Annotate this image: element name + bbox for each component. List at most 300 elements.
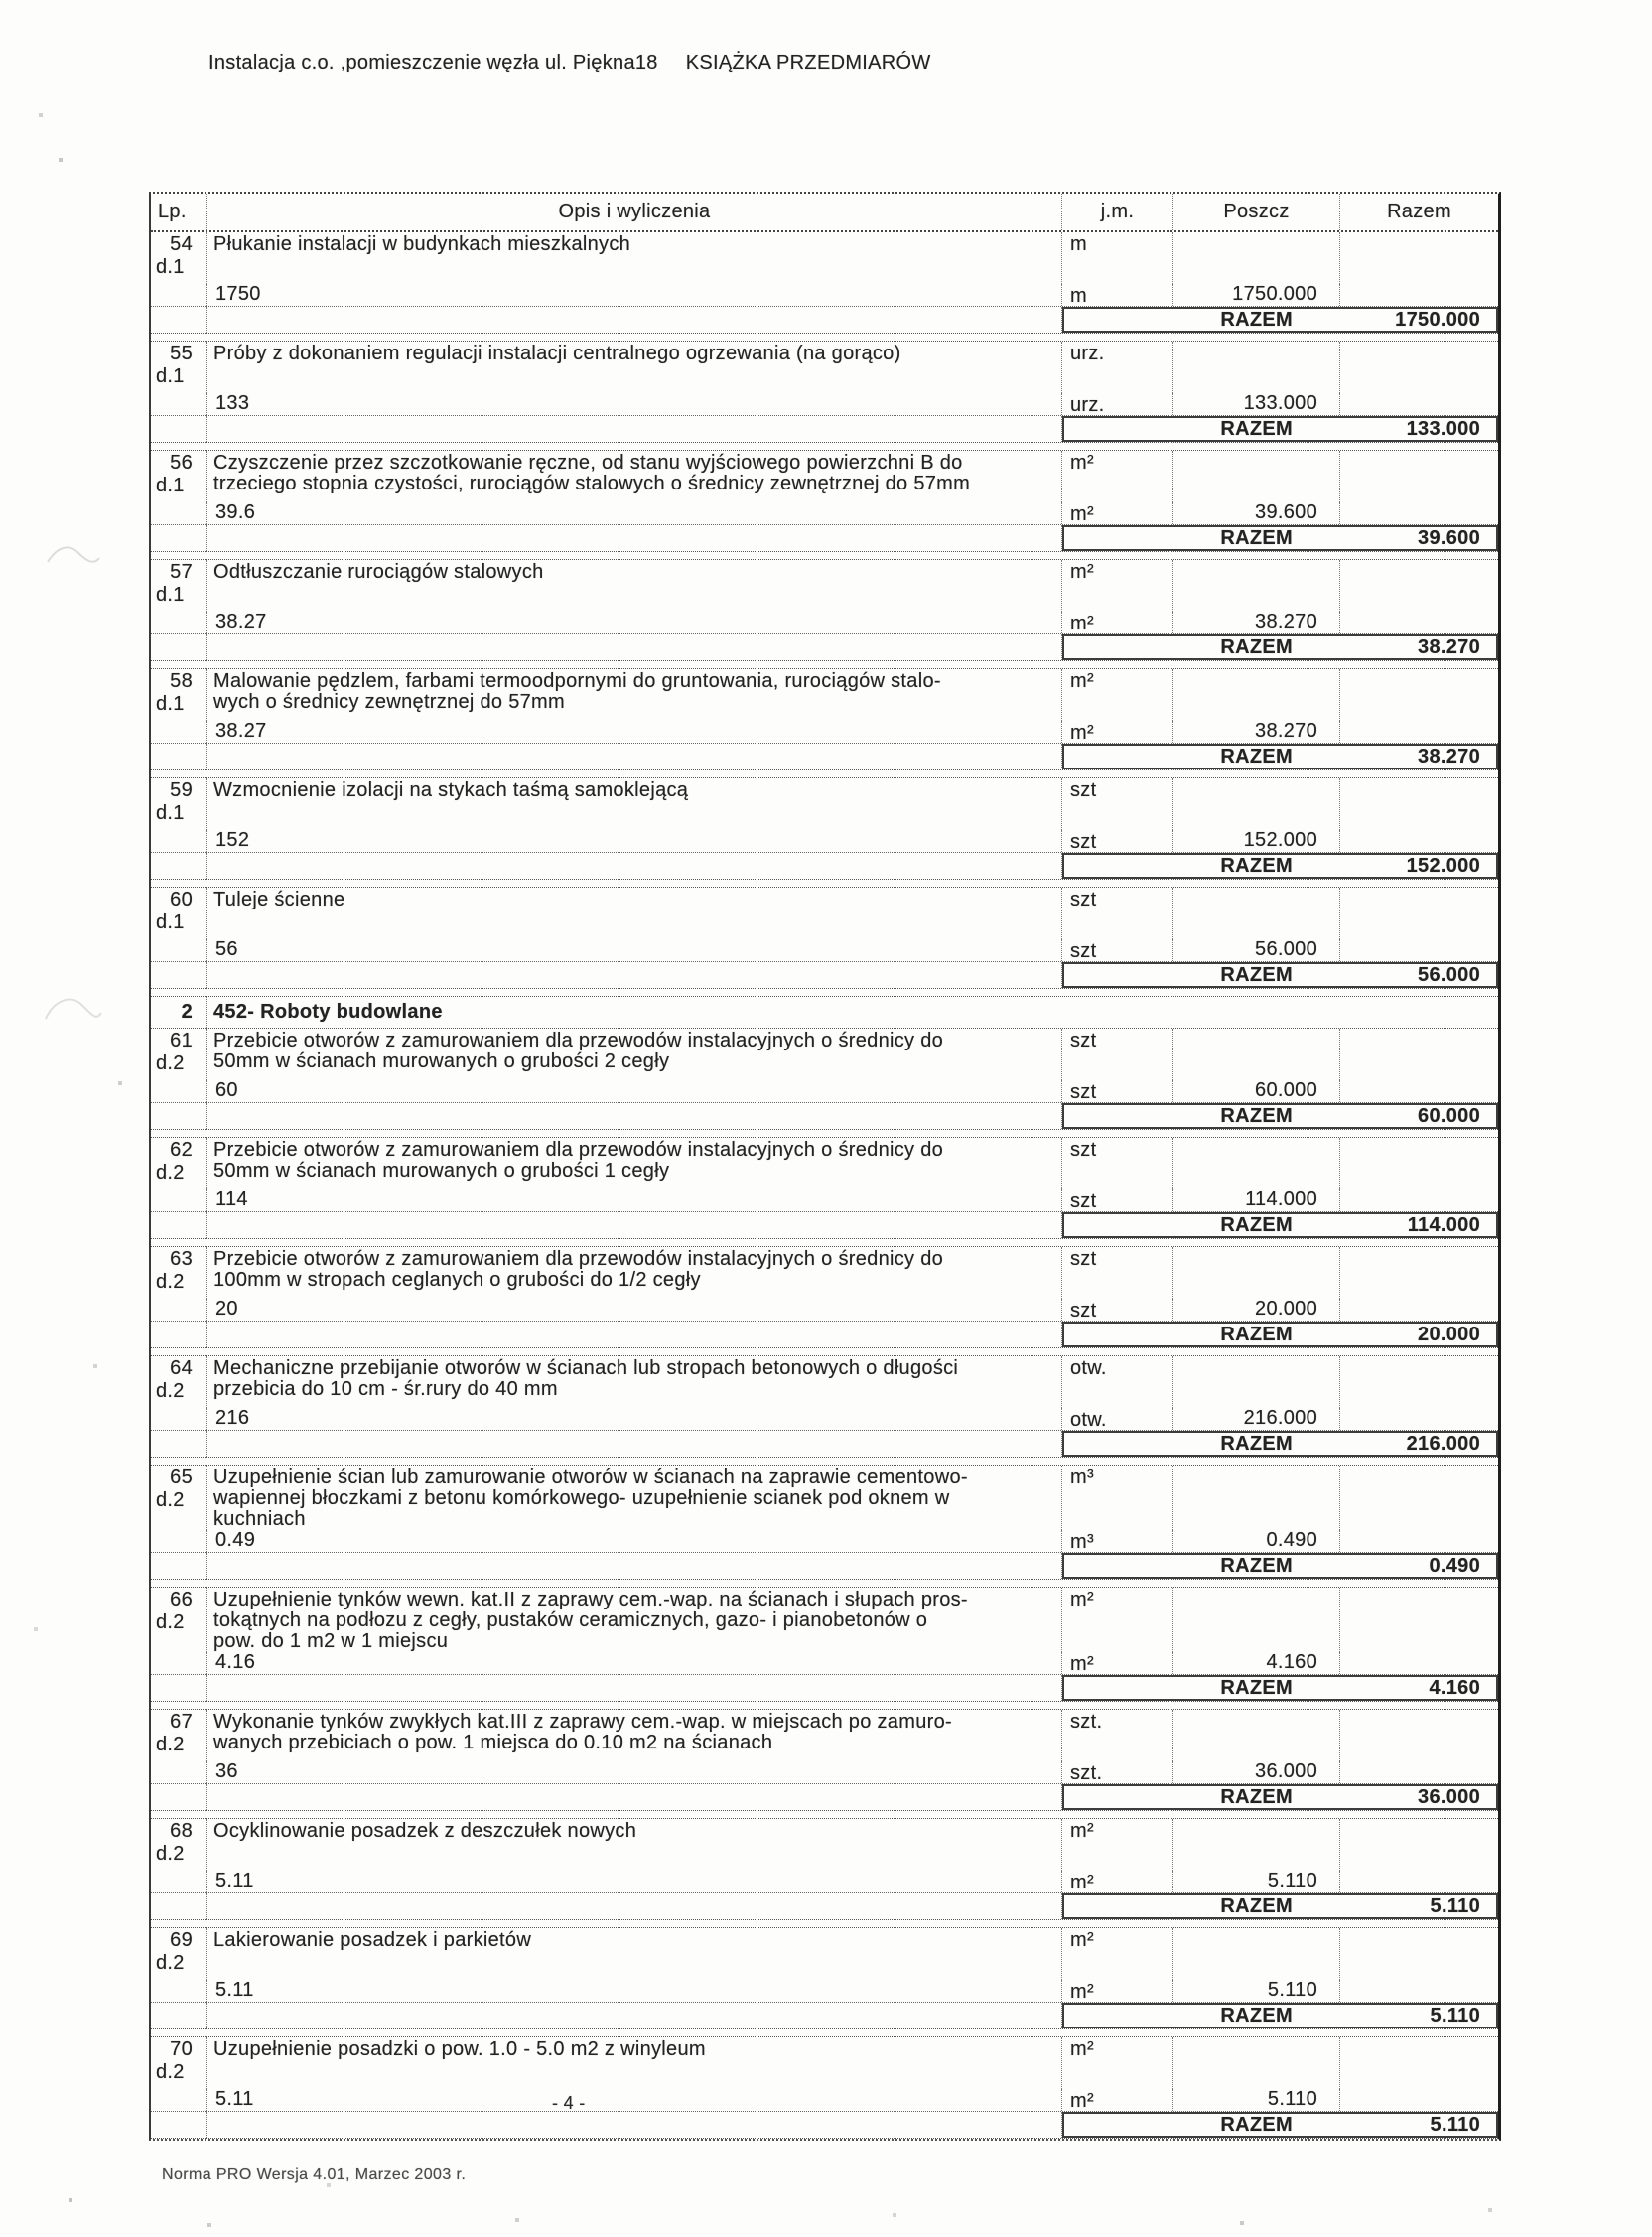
item-quantity: 152 [207,830,1062,852]
razem-box [1062,1103,1498,1129]
item-number: 67 [170,1711,193,1733]
item-lp-spacer [151,612,207,633]
item-description-line: Płukanie instalacji w budynkach mieszkalnych [213,233,631,255]
table-row [151,341,1498,443]
item-number: 60 [170,889,193,910]
razem-value: 56.000 [1418,963,1480,986]
item-unit: m³ [1070,1467,1094,1488]
item-number: 61 [170,1030,193,1051]
section-number: 2 [151,997,207,1028]
item-lp-cell [151,560,207,612]
item-quantity-row [151,1980,1498,2002]
razem-label: RAZEM [1220,308,1293,331]
item-quantity-row [151,1080,1498,1102]
item-razem-spacer [1340,939,1498,961]
table-row [151,232,1498,334]
item-description-line: wych o średnicy zewnętrznej do 57mm [213,691,565,713]
razem-value: 5.110 [1430,2004,1480,2027]
item-total-row [151,306,1498,333]
razem-label: RAZEM [1220,1785,1293,1808]
item-unit: m² [1070,1929,1094,1951]
item-section-ref: d.2 [156,1271,185,1293]
item-poszcz-value: 56.000 [1173,939,1340,961]
razem-label: RAZEM [1220,745,1293,768]
table-row [151,777,1498,880]
item-description-line: wapiennej błoczkami z betonu komórkowego- uzupełnienie scianek pod oknem w [213,1487,950,1509]
item-total-row [151,415,1498,442]
razem-value: 216.000 [1406,1432,1480,1455]
item-description-row [151,1928,1498,1980]
item-total-row [151,852,1498,879]
item-poszcz-cell-empty [1173,669,1340,721]
item-total-row [151,1102,1498,1129]
razem-label: RAZEM [1220,854,1293,877]
razem-label: RAZEM [1220,963,1293,986]
item-lp-cell [151,1819,207,1871]
item-unit-repeat: szt [1070,940,1097,962]
item-razem-cell-empty [1340,888,1498,939]
item-unit: szt [1070,779,1097,801]
item-lp-cell [151,232,207,284]
item-description-line: 50mm w ścianach murowanych o grubości 2 cegły [213,1050,670,1072]
item-poszcz-value: 38.270 [1173,721,1340,743]
total-lp-spacer [151,1553,207,1579]
item-poszcz-cell-empty [1173,1356,1340,1408]
item-section-ref: d.2 [156,1052,185,1074]
item-description-row [151,232,1498,284]
item-lp-cell [151,342,207,393]
total-lp-spacer [151,853,207,879]
item-lp-cell [151,1138,207,1189]
razem-value: 1750.000 [1395,308,1480,331]
total-opis-spacer [207,525,1062,551]
item-quantity-row [151,721,1498,743]
razem-value: 38.270 [1418,635,1480,658]
table-row [151,1818,1498,1920]
item-quantity-row [151,612,1498,633]
item-section-ref: d.1 [156,256,185,278]
item-unit: m² [1070,1820,1094,1842]
item-total-row [151,1321,1498,1347]
total-opis-spacer [207,1553,1062,1579]
total-opis-spacer [207,744,1062,769]
table-row [151,1709,1498,1811]
item-quantity-row [151,1652,1498,1674]
item-poszcz-value: 152.000 [1173,830,1340,852]
item-lp-spacer [151,1189,207,1211]
item-razem-cell-empty [1340,232,1498,284]
table-row [151,1137,1498,1239]
item-poszcz-cell-empty [1173,451,1340,502]
item-description-row [151,1356,1498,1408]
item-description-line: przebicia do 10 cm - śr.rury do 40 mm [213,1378,558,1400]
item-unit-repeat: m² [1070,613,1094,634]
item-lp-cell [151,669,207,721]
item-unit-repeat: m² [1070,722,1094,744]
razem-label: RAZEM [1220,1323,1293,1345]
razem-box [1062,1322,1498,1347]
razem-box [1062,525,1498,551]
item-description-row [151,1466,1498,1530]
item-lp-cell [151,1356,207,1408]
item-description [207,2037,1062,2089]
item-quantity: 5.11 [207,1980,1062,2002]
item-quantity-row [151,939,1498,961]
item-number: 68 [170,1820,193,1842]
item-quantity: 0.49 [207,1530,1062,1552]
item-description-row [151,1819,1498,1871]
item-description-line: Uzupełnienie tynków wewn. kat.II z zaprawy cem.-wap. na ścianach i słupach pros- [213,1589,968,1610]
item-unit-repeat: urz. [1070,394,1105,416]
item-description-row [151,560,1498,612]
item-lp-spacer [151,830,207,852]
item-razem-spacer [1340,1299,1498,1321]
razem-label: RAZEM [1220,2004,1293,2027]
item-description-row [151,1138,1498,1189]
total-lp-spacer [151,1431,207,1457]
total-opis-spacer [207,962,1062,988]
item-lp-cell [151,1588,207,1652]
total-opis-spacer [207,1212,1062,1238]
item-description [207,669,1062,721]
total-opis-spacer [207,307,1062,333]
item-poszcz-value: 39.600 [1173,502,1340,524]
item-lp-spacer [151,1299,207,1321]
razem-label: RAZEM [1220,1676,1293,1699]
item-quantity: 5.11 [207,1871,1062,1892]
item-description-row [151,1247,1498,1299]
item-description-row [151,342,1498,393]
item-description [207,1247,1062,1299]
item-razem-spacer [1340,1080,1498,1102]
item-lp-cell [151,451,207,502]
item-quantity-row [151,1189,1498,1211]
item-number: 56 [170,452,193,474]
item-description-line: Przebicie otworów z zamurowaniem dla przewodów instalacyjnych o średnicy do [213,1030,944,1051]
item-razem-cell-empty [1340,1029,1498,1080]
razem-box [1062,1431,1498,1457]
razem-box [1062,744,1498,769]
item-section-ref: d.2 [156,1734,185,1755]
item-description [207,1819,1062,1871]
total-opis-spacer [207,1322,1062,1347]
item-unit-repeat: szt [1070,831,1097,853]
razem-value: 133.000 [1406,417,1480,440]
item-razem-cell-empty [1340,1247,1498,1299]
item-description-line: trzeciego stopnia czystości, rurociągów stalowych o średnicy zewnętrznej do 57mm [213,473,971,494]
total-lp-spacer [151,1212,207,1238]
item-description [207,1356,1062,1408]
razem-box [1062,1553,1498,1579]
item-section-ref: d.1 [156,584,185,606]
item-lp-spacer [151,1530,207,1552]
table-row [151,1355,1498,1458]
item-total-row [151,524,1498,551]
item-description-row [151,1588,1498,1652]
item-section-ref: d.2 [156,1380,185,1402]
razem-value: 20.000 [1418,1323,1480,1345]
razem-value: 5.110 [1430,1894,1480,1917]
item-description [207,1928,1062,1980]
item-poszcz-cell-empty [1173,1710,1340,1761]
razem-value: 0.490 [1429,1554,1480,1577]
item-unit: szt [1070,889,1097,910]
razem-value: 114.000 [1407,1213,1480,1236]
item-razem-spacer [1340,502,1498,524]
item-poszcz-value: 5.110 [1173,1871,1340,1892]
item-section-ref: d.1 [156,911,185,933]
item-unit-repeat: m [1070,285,1087,307]
item-unit-repeat: m² [1070,1981,1094,2003]
item-quantity-row [151,393,1498,415]
item-total-row [151,1674,1498,1701]
item-total-row [151,1892,1498,1919]
section-row-inner [151,997,1498,1028]
item-description-line: Wykonanie tynków zwykłych kat.III z zaprawy cem.-wap. w miejscach po zamuro- [213,1711,952,1733]
item-unit: m² [1070,561,1094,583]
total-lp-spacer [151,525,207,551]
total-opis-spacer [207,1784,1062,1810]
razem-value: 39.600 [1418,526,1480,549]
item-description-row [151,1029,1498,1080]
item-unit: m² [1070,2038,1094,2060]
item-razem-spacer [1340,830,1498,852]
item-razem-cell-empty [1340,1588,1498,1652]
item-lp-spacer [151,1980,207,2002]
item-unit-repeat: szt [1070,1300,1097,1322]
item-description-line: Mechaniczne przebijanie otworów w ścianach lub stropach betonowych o długości [213,1357,959,1379]
item-lp-cell [151,1710,207,1761]
razem-label: RAZEM [1220,1104,1293,1127]
item-description-line: Czyszczenie przez szczotkowanie ręczne, od stanu wyjściowego powierzchni B do [213,452,963,474]
total-opis-spacer [207,1893,1062,1919]
table-header-row [151,194,1498,232]
item-lp-spacer [151,1652,207,1674]
item-razem-spacer [1340,2089,1498,2111]
item-section-ref: d.2 [156,1162,185,1184]
item-unit: m² [1070,670,1094,692]
razem-label: RAZEM [1220,1894,1293,1917]
item-quantity-row [151,284,1498,306]
footer-note: Norma PRO Wersja 4.01, Marzec 2003 r. [162,2167,467,2183]
item-poszcz-cell-empty [1173,1138,1340,1189]
item-razem-cell-empty [1340,342,1498,393]
item-unit: urz. [1070,343,1105,364]
item-lp-spacer [151,502,207,524]
razem-box [1062,853,1498,879]
item-quantity-row [151,1530,1498,1552]
item-description-line: Ocyklinowanie posadzek z deszczułek nowych [213,1820,637,1842]
item-razem-cell-empty [1340,560,1498,612]
column-header-jm: j.m. [1062,194,1173,230]
item-razem-spacer [1340,1189,1498,1211]
item-poszcz-cell-empty [1173,232,1340,284]
item-total-row [151,1211,1498,1238]
item-section-ref: d.2 [156,1843,185,1865]
item-lp-spacer [151,939,207,961]
item-description [207,1029,1062,1080]
razem-value: 36.000 [1418,1785,1480,1808]
total-opis-spacer [207,2003,1062,2028]
item-poszcz-cell-empty [1173,778,1340,830]
item-description [207,232,1062,284]
item-number: 69 [170,1929,193,1951]
item-unit-repeat: m³ [1070,1531,1094,1553]
razem-box [1062,634,1498,660]
item-quantity-row [151,1871,1498,1892]
table-row [151,887,1498,989]
item-unit-repeat: m² [1070,1872,1094,1893]
item-section-ref: d.1 [156,802,185,824]
item-lp-spacer [151,284,207,306]
scan-artifact-squiggle [44,536,103,576]
item-description-line: Przebicie otworów z zamurowaniem dla przewodów instalacyjnych o średnicy do [213,1139,944,1161]
item-unit: szt [1070,1248,1097,1270]
item-total-row [151,2111,1498,2138]
document-header [208,52,931,74]
item-razem-cell-empty [1340,1356,1498,1408]
item-number: 55 [170,343,193,364]
razem-box [1062,307,1498,333]
total-opis-spacer [207,634,1062,660]
total-lp-spacer [151,2003,207,2028]
item-poszcz-cell-empty [1173,1819,1340,1871]
item-description [207,1466,1062,1530]
item-total-row [151,743,1498,769]
item-poszcz-value: 38.270 [1173,612,1340,633]
item-description [207,778,1062,830]
item-description-line: wanych przebiciach o pow. 1 miejsca do 0.10 m2 na ścianach [213,1732,773,1753]
razem-box [1062,2003,1498,2028]
item-number: 58 [170,670,193,692]
item-description-row [151,669,1498,721]
item-unit: m² [1070,452,1094,474]
item-quantity-row [151,830,1498,852]
table-row [151,668,1498,770]
item-quantity: 5.11 [207,2089,1062,2111]
item-quantity-row [151,1299,1498,1321]
item-description-line: Próby z dokonaniem regulacji instalacji centralnego ogrzewania (na gorąco) [213,343,901,364]
total-lp-spacer [151,1675,207,1701]
item-razem-spacer [1340,1871,1498,1892]
item-section-ref: d.2 [156,1952,185,1974]
item-razem-cell-empty [1340,778,1498,830]
total-lp-spacer [151,962,207,988]
item-razem-cell-empty [1340,1819,1498,1871]
item-poszcz-cell-empty [1173,1466,1340,1530]
item-poszcz-value: 60.000 [1173,1080,1340,1102]
item-unit: szt [1070,1139,1097,1161]
item-lp-spacer [151,1871,207,1892]
item-razem-spacer [1340,393,1498,415]
scan-artifact-squiggle [42,989,105,1031]
item-description [207,888,1062,939]
razem-box [1062,1212,1498,1238]
item-description-line: 50mm w ścianach murowanych o grubości 1 cegły [213,1160,670,1182]
item-lp-spacer [151,393,207,415]
document-title: Instalacja c.o. ,pomieszczenie węzła ul. Piękna18 [208,52,658,73]
item-unit-repeat: m² [1070,1653,1094,1675]
item-quantity: 36 [207,1761,1062,1783]
total-lp-spacer [151,1103,207,1129]
item-razem-cell-empty [1340,1928,1498,1980]
section-header-row [151,996,1498,1029]
item-razem-cell-empty [1340,451,1498,502]
table-row [151,2036,1498,2139]
item-unit-repeat: m² [1070,2090,1094,2112]
item-razem-spacer [1340,1652,1498,1674]
item-description [207,451,1062,502]
item-description-row [151,1710,1498,1761]
total-lp-spacer [151,2112,207,2138]
item-description [207,342,1062,393]
total-lp-spacer [151,1784,207,1810]
razem-box [1062,962,1498,988]
table-row [151,1927,1498,2029]
table-row [151,450,1498,552]
item-description-row [151,451,1498,502]
razem-label: RAZEM [1220,2113,1293,2136]
item-poszcz-cell-empty [1173,560,1340,612]
item-description-line: Uzupełnienie posadzki o pow. 1.0 - 5.0 m2 z winyleum [213,2038,706,2060]
razem-box [1062,416,1498,442]
item-description-line: kuchniach [213,1508,306,1530]
item-number: 66 [170,1589,193,1610]
item-unit: szt. [1070,1711,1103,1733]
item-razem-spacer [1340,1530,1498,1552]
table-body [151,232,1498,2139]
item-quantity: 39.6 [207,502,1062,524]
total-lp-spacer [151,1322,207,1347]
razem-label: RAZEM [1220,1213,1293,1236]
item-poszcz-value: 36.000 [1173,1761,1340,1783]
razem-value: 60.000 [1418,1104,1480,1127]
razem-label: RAZEM [1220,1554,1293,1577]
item-description [207,560,1062,612]
item-quantity: 114 [207,1189,1062,1211]
total-lp-spacer [151,416,207,442]
scan-noise [0,0,2,2]
item-razem-cell-empty [1340,1710,1498,1761]
item-description-line: 100mm w stropach ceglanych o grubości do 1/2 cegły [213,1269,701,1291]
item-quantity-row [151,502,1498,524]
item-lp-cell [151,1247,207,1299]
razem-label: RAZEM [1220,417,1293,440]
item-total-row [151,2002,1498,2028]
item-unit: otw. [1070,1357,1107,1379]
item-poszcz-value: 20.000 [1173,1299,1340,1321]
item-quantity: 4.16 [207,1652,1062,1674]
total-opis-spacer [207,2112,1062,2138]
item-lp-spacer [151,2089,207,2111]
item-description-line: pow. do 1 m2 w 1 miejscu [213,1630,449,1652]
item-description-line: tokątnych na podłozu z cegły, pustaków ceramicznych, gazo- i pianobetonów o [213,1609,928,1631]
item-razem-spacer [1340,1980,1498,2002]
item-description [207,1710,1062,1761]
item-razem-spacer [1340,284,1498,306]
item-unit-repeat: szt [1070,1081,1097,1103]
item-quantity: 1750 [207,284,1062,306]
item-description-line: Malowanie pędzlem, farbami termoodpornymi do gruntowania, rurociągów stalo- [213,670,941,692]
item-quantity-row [151,1408,1498,1430]
total-lp-spacer [151,744,207,769]
razem-box [1062,1784,1498,1810]
table-row [151,1246,1498,1348]
przedmiar-table [149,192,1501,2141]
item-description-line: Przebicie otworów z zamurowaniem dla przewodów instalacyjnych o średnicy do [213,1248,944,1270]
item-lp-spacer [151,1080,207,1102]
item-number: 59 [170,779,193,801]
